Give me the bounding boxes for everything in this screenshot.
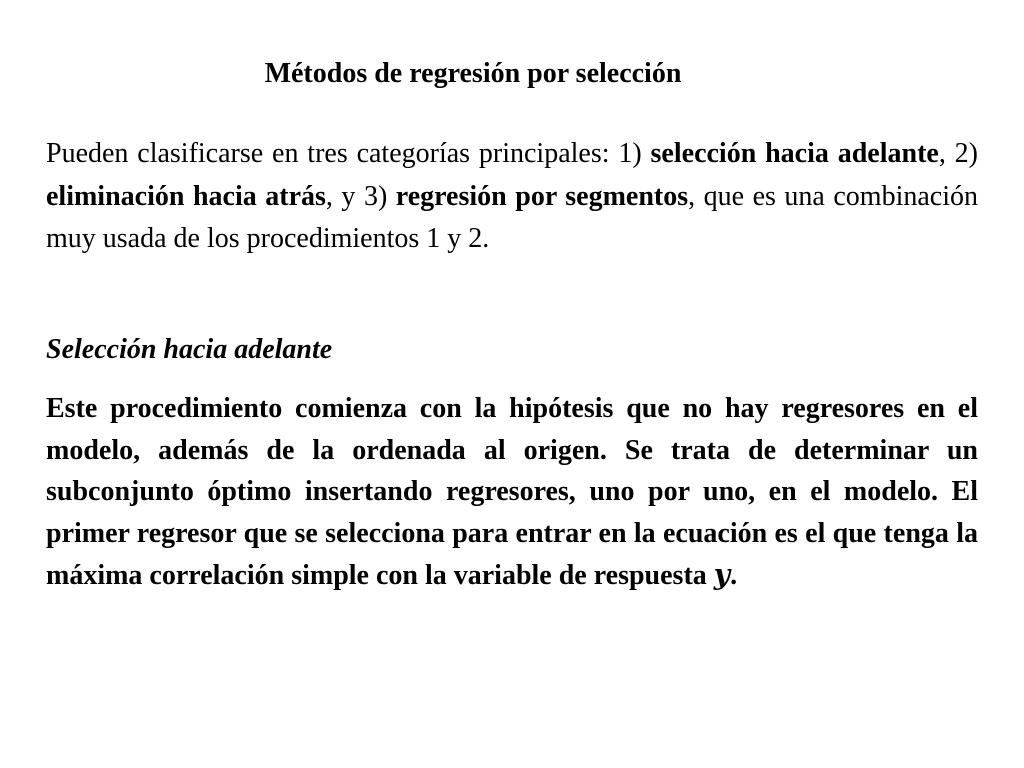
intro-text-2: , 2) — [938, 138, 979, 169]
response-variable: y — [713, 558, 731, 591]
slide-title: Métodos de regresión por selección — [264, 58, 682, 89]
intro-text-1: Pueden clasificarse en tres categorías principales: 1) — [46, 138, 651, 169]
intro-text-4: , que es una combinación muy usada de los procedimientos 1 y 2. — [46, 180, 978, 254]
body-paragraph — [46, 388, 978, 597]
body-end: . — [730, 560, 738, 591]
term-stepwise-regression: regresión por segmentos — [395, 180, 689, 212]
section-heading: Selección hacia adelante — [46, 334, 333, 365]
term-backward-elimination: eliminación hacia atrás — [46, 180, 326, 212]
intro-paragraph — [46, 133, 978, 261]
term-forward-selection: selección hacia adelante — [650, 138, 939, 169]
intro-text-3: , y 3) — [325, 180, 396, 212]
body-text: Este procedimiento comienza con la hipótesis que no hay regresores en el modelo, además de la ordenada al origen. Se trata de determinar un subconjunto óptimo insertando regresores, uno por uno, en el modelo. El primer regresor que se selecciona para entrar en la ecuación es el que tenga la máxima correlación simple con la variable de respuesta — [46, 393, 978, 591]
